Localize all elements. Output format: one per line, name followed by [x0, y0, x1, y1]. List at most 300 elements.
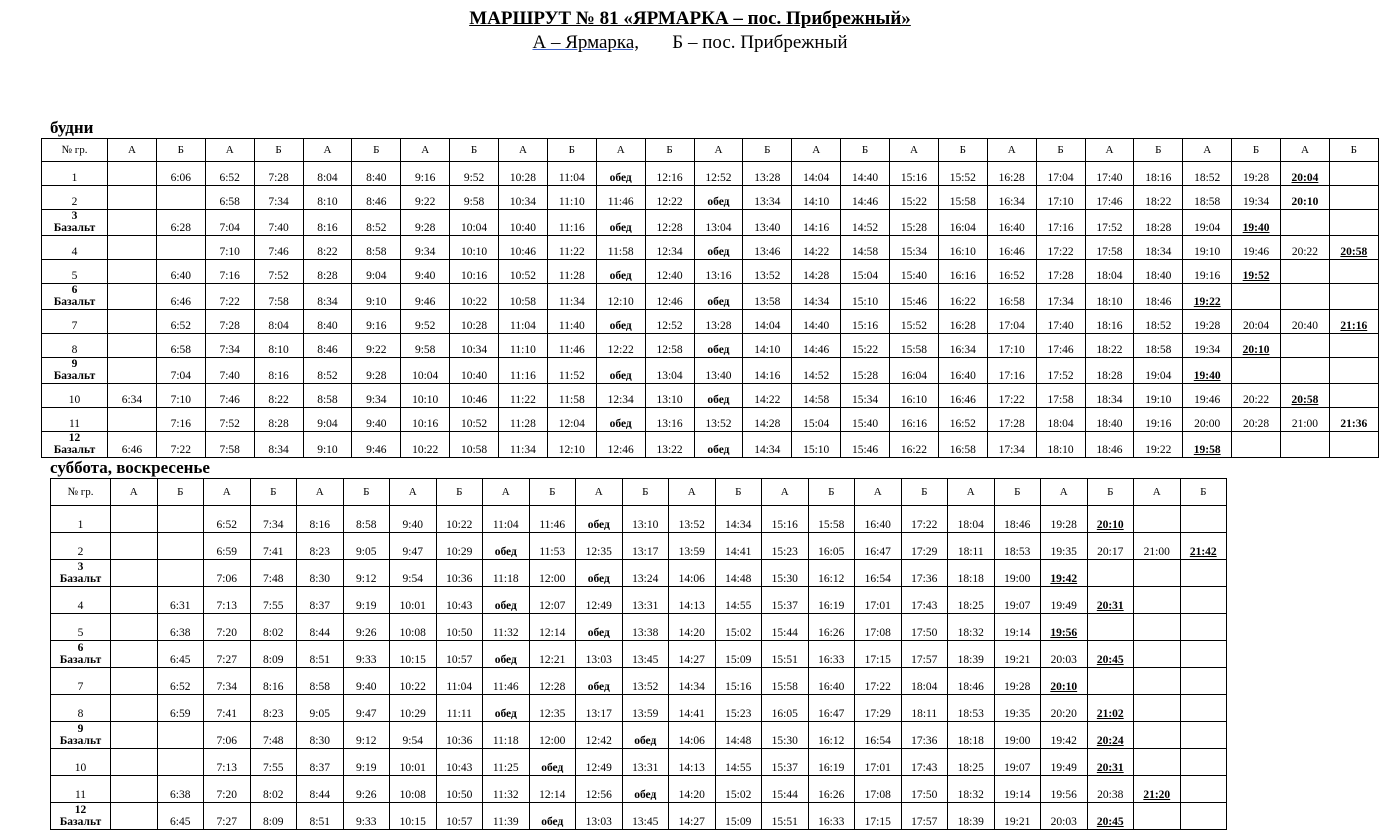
time-cell: 16:26 [808, 614, 855, 641]
time-cell: 9:05 [343, 533, 390, 560]
last-trip-time-cell: 19:42 [1041, 560, 1088, 587]
direction-header: А [204, 479, 251, 506]
time-cell: 17:28 [987, 408, 1036, 432]
time-cell: 12:42 [576, 722, 623, 749]
time-cell: 15:58 [890, 334, 939, 358]
empty-cell [1180, 506, 1227, 533]
time-cell: 14:41 [669, 695, 716, 722]
time-cell: 8:52 [352, 210, 401, 236]
group-depot-label: Базальт [59, 654, 102, 666]
time-cell: 9:34 [352, 384, 401, 408]
time-cell: 7:27 [204, 641, 251, 668]
empty-cell [1134, 803, 1181, 830]
time-cell: 18:40 [1085, 408, 1134, 432]
time-cell: 10:50 [436, 614, 483, 641]
group-number: 5 [71, 270, 78, 282]
time-cell: 9:52 [450, 162, 499, 186]
time-cell: 7:16 [156, 408, 205, 432]
time-cell: 12:52 [645, 310, 694, 334]
empty-cell [108, 186, 157, 210]
direction-header: Б [938, 139, 987, 162]
time-cell: 10:22 [450, 284, 499, 310]
time-cell: 18:04 [1036, 408, 1085, 432]
direction-header: Б [157, 479, 204, 506]
time-cell: 12:10 [596, 284, 645, 310]
time-cell: 13:59 [669, 533, 716, 560]
empty-cell [1134, 668, 1181, 695]
empty-cell [1329, 384, 1378, 408]
direction-header: Б [841, 139, 890, 162]
empty-cell [108, 162, 157, 186]
time-cell: 14:52 [841, 210, 890, 236]
time-cell: 13:24 [622, 560, 669, 587]
group-number-header: № гр. [51, 479, 111, 506]
time-cell: 12:49 [576, 587, 623, 614]
time-cell: 7:40 [205, 358, 254, 384]
empty-cell [1281, 432, 1330, 458]
time-cell: 13:22 [645, 432, 694, 458]
time-cell: 6:58 [205, 186, 254, 210]
time-cell: 12:22 [645, 186, 694, 210]
time-cell: 19:49 [1041, 749, 1088, 776]
lunch-break-cell: обед [596, 358, 645, 384]
empty-cell [1134, 587, 1181, 614]
time-cell: 19:46 [1232, 236, 1281, 260]
time-cell: 13:40 [694, 358, 743, 384]
time-cell: 9:28 [352, 358, 401, 384]
time-cell: 19:28 [994, 668, 1041, 695]
time-cell: 7:04 [156, 358, 205, 384]
last-trip-time-cell: 20:58 [1329, 236, 1378, 260]
time-cell: 7:55 [250, 587, 297, 614]
time-cell: 8:10 [303, 186, 352, 210]
time-cell: 8:16 [303, 210, 352, 236]
empty-cell [1329, 358, 1378, 384]
time-cell: 11:28 [547, 260, 596, 284]
time-cell: 10:28 [499, 162, 548, 186]
time-cell: 17:29 [855, 695, 902, 722]
direction-header: Б [1232, 139, 1281, 162]
time-cell: 11:32 [483, 776, 530, 803]
empty-cell [108, 260, 157, 284]
time-cell: 13:38 [622, 614, 669, 641]
table-row [42, 432, 1379, 458]
empty-cell [1180, 560, 1227, 587]
table-row [51, 614, 1227, 641]
group-number-cell [51, 641, 111, 668]
time-cell: 19:49 [1041, 587, 1088, 614]
time-cell: 11:58 [596, 236, 645, 260]
time-cell: 12:10 [547, 432, 596, 458]
group-number: 7 [71, 320, 78, 332]
time-cell: 18:11 [948, 533, 995, 560]
empty-cell [156, 186, 205, 210]
empty-cell [1329, 186, 1378, 210]
time-cell: 16:22 [938, 284, 987, 310]
time-cell: 18:40 [1134, 260, 1183, 284]
table-row [42, 358, 1379, 384]
empty-cell [1232, 358, 1281, 384]
time-cell: 17:58 [1085, 236, 1134, 260]
time-cell: 15:46 [890, 284, 939, 310]
time-cell: 19:00 [994, 722, 1041, 749]
time-cell: 17:10 [987, 334, 1036, 358]
time-cell: 15:23 [715, 695, 762, 722]
time-cell: 9:40 [343, 668, 390, 695]
time-cell: 14:55 [715, 749, 762, 776]
time-cell: 14:27 [669, 641, 716, 668]
group-number-cell [42, 236, 108, 260]
group-number-cell [51, 695, 111, 722]
time-cell: 11:28 [499, 408, 548, 432]
group-number: 9 [77, 723, 84, 735]
table-row [51, 803, 1227, 830]
empty-cell [1180, 668, 1227, 695]
empty-cell [157, 722, 204, 749]
time-cell: 11:10 [547, 186, 596, 210]
time-cell: 18:04 [1085, 260, 1134, 284]
time-cell: 10:43 [436, 749, 483, 776]
time-cell: 16:04 [938, 210, 987, 236]
time-cell: 8:37 [297, 587, 344, 614]
empty-cell [1329, 260, 1378, 284]
time-cell: 10:43 [436, 587, 483, 614]
direction-header: Б [645, 139, 694, 162]
time-cell: 17:04 [1036, 162, 1085, 186]
direction-header: Б [715, 479, 762, 506]
time-cell: 18:16 [1134, 162, 1183, 186]
time-cell: 10:04 [450, 210, 499, 236]
weekend-schedule-table [50, 478, 1227, 830]
group-number: 3 [71, 210, 78, 222]
time-cell: 10:50 [436, 776, 483, 803]
direction-header: А [987, 139, 1036, 162]
time-cell: 14:13 [669, 749, 716, 776]
time-cell: 17:15 [855, 803, 902, 830]
time-cell: 20:00 [1183, 408, 1232, 432]
time-cell: 16:54 [855, 722, 902, 749]
time-cell: 17:04 [987, 310, 1036, 334]
direction-header: А [483, 479, 530, 506]
last-trip-time-cell: 20:04 [1281, 162, 1330, 186]
time-cell: 8:22 [303, 236, 352, 260]
empty-cell [111, 776, 158, 803]
time-cell: 17:01 [855, 587, 902, 614]
direction-header: Б [994, 479, 1041, 506]
subtitle-stop-b: Б – пос. Прибрежный [672, 32, 848, 53]
time-cell: 8:34 [303, 284, 352, 310]
empty-cell [1180, 722, 1227, 749]
lunch-break-cell: обед [596, 162, 645, 186]
time-cell: 9:40 [390, 506, 437, 533]
time-cell: 17:22 [901, 506, 948, 533]
time-cell: 6:45 [157, 641, 204, 668]
time-cell: 15:02 [715, 614, 762, 641]
time-cell: 19:07 [994, 587, 1041, 614]
time-cell: 14:13 [669, 587, 716, 614]
time-cell: 9:10 [303, 432, 352, 458]
time-cell: 15:30 [762, 722, 809, 749]
time-cell: 7:58 [254, 284, 303, 310]
header-row [51, 479, 1227, 506]
time-cell: 14:20 [669, 614, 716, 641]
time-cell: 15:16 [715, 668, 762, 695]
time-cell: 9:10 [352, 284, 401, 310]
time-cell: 11:46 [547, 334, 596, 358]
time-cell: 14:34 [743, 432, 792, 458]
direction-header: Б [743, 139, 792, 162]
time-cell: 19:34 [1232, 186, 1281, 210]
group-number: 10 [74, 762, 87, 774]
group-number-cell [42, 432, 108, 458]
time-cell: 17:52 [1036, 358, 1085, 384]
weekday-schedule-table [41, 138, 1379, 458]
direction-header: Б [547, 139, 596, 162]
time-cell: 11:22 [547, 236, 596, 260]
time-cell: 18:22 [1085, 334, 1134, 358]
time-cell: 8:44 [297, 776, 344, 803]
time-cell: 16:16 [938, 260, 987, 284]
time-cell: 8:51 [297, 641, 344, 668]
direction-header: Б [156, 139, 205, 162]
time-cell: 17:08 [855, 614, 902, 641]
time-cell: 8:37 [297, 749, 344, 776]
time-cell: 13:03 [576, 803, 623, 830]
group-depot-label: Базальт [59, 573, 102, 585]
time-cell: 12:04 [547, 408, 596, 432]
time-cell: 6:52 [156, 310, 205, 334]
empty-cell [157, 560, 204, 587]
time-cell: 16:47 [855, 533, 902, 560]
direction-header: Б [254, 139, 303, 162]
time-cell: 14:40 [841, 162, 890, 186]
time-cell: 12:35 [529, 695, 576, 722]
empty-cell [108, 334, 157, 358]
table-row [42, 186, 1379, 210]
time-cell: 12:16 [645, 162, 694, 186]
group-depot-label: Базальт [53, 222, 96, 234]
time-cell: 17:43 [901, 587, 948, 614]
time-cell: 13:04 [694, 210, 743, 236]
time-cell: 6:46 [156, 284, 205, 310]
group-number: 3 [77, 561, 84, 573]
time-cell: 14:22 [743, 384, 792, 408]
time-cell: 16:22 [890, 432, 939, 458]
time-cell: 8:16 [254, 358, 303, 384]
time-cell: 9:16 [352, 310, 401, 334]
time-cell: 10:36 [436, 722, 483, 749]
time-cell: 17:40 [1036, 310, 1085, 334]
time-cell: 14:46 [841, 186, 890, 210]
time-cell: 6:52 [157, 668, 204, 695]
time-cell: 10:01 [390, 749, 437, 776]
time-cell: 8:46 [303, 334, 352, 358]
direction-header: А [297, 479, 344, 506]
time-cell: 12:49 [576, 749, 623, 776]
time-cell: 20:38 [1087, 776, 1134, 803]
time-cell: 9:40 [401, 260, 450, 284]
time-cell: 11:18 [483, 560, 530, 587]
time-cell: 18:34 [1085, 384, 1134, 408]
time-cell: 19:28 [1232, 162, 1281, 186]
time-cell: 8:28 [254, 408, 303, 432]
time-cell: 14:58 [792, 384, 841, 408]
time-cell: 9:40 [352, 408, 401, 432]
time-cell: 18:39 [948, 803, 995, 830]
time-cell: 20:03 [1041, 641, 1088, 668]
time-cell: 18:52 [1134, 310, 1183, 334]
lunch-break-cell: обед [596, 310, 645, 334]
last-trip-time-cell: 19:56 [1041, 614, 1088, 641]
time-cell: 19:10 [1134, 384, 1183, 408]
time-cell: 20:22 [1232, 384, 1281, 408]
time-cell: 10:15 [390, 641, 437, 668]
time-cell: 15:30 [762, 560, 809, 587]
time-cell: 18:28 [1085, 358, 1134, 384]
time-cell: 17:16 [1036, 210, 1085, 236]
group-number-cell [42, 162, 108, 186]
time-cell: 19:35 [994, 695, 1041, 722]
time-cell: 15:04 [841, 260, 890, 284]
time-cell: 15:16 [841, 310, 890, 334]
time-cell: 9:26 [343, 776, 390, 803]
time-cell: 10:52 [450, 408, 499, 432]
lunch-break-cell: обед [576, 668, 623, 695]
time-cell: 10:22 [390, 668, 437, 695]
empty-cell [111, 560, 158, 587]
lunch-break-cell: обед [694, 384, 743, 408]
time-cell: 8:58 [303, 384, 352, 408]
time-cell: 17:50 [901, 614, 948, 641]
time-cell: 14:16 [743, 358, 792, 384]
time-cell: 7:52 [205, 408, 254, 432]
time-cell: 6:31 [157, 587, 204, 614]
time-cell: 10:58 [499, 284, 548, 310]
time-cell: 7:41 [250, 533, 297, 560]
empty-cell [1134, 695, 1181, 722]
time-cell: 16:19 [808, 587, 855, 614]
time-cell: 16:58 [987, 284, 1036, 310]
time-cell: 15:52 [890, 310, 939, 334]
time-cell: 12:46 [596, 432, 645, 458]
time-cell: 11:46 [483, 668, 530, 695]
time-cell: 19:00 [994, 560, 1041, 587]
direction-header: А [1041, 479, 1088, 506]
table-row [42, 334, 1379, 358]
group-number: 1 [71, 172, 78, 184]
time-cell: 6:06 [156, 162, 205, 186]
time-cell: 12:56 [576, 776, 623, 803]
time-cell: 6:34 [108, 384, 157, 408]
time-cell: 7:46 [205, 384, 254, 408]
time-cell: 14:27 [669, 803, 716, 830]
group-number-cell [51, 749, 111, 776]
empty-cell [1281, 334, 1330, 358]
time-cell: 10:08 [390, 614, 437, 641]
time-cell: 7:28 [205, 310, 254, 334]
time-cell: 8:16 [250, 668, 297, 695]
time-cell: 8:09 [250, 803, 297, 830]
time-cell: 19:21 [994, 803, 1041, 830]
direction-header: А [576, 479, 623, 506]
time-cell: 10:40 [450, 358, 499, 384]
time-cell: 6:58 [156, 334, 205, 358]
time-cell: 17:46 [1085, 186, 1134, 210]
time-cell: 7:40 [254, 210, 303, 236]
time-cell: 19:10 [1183, 236, 1232, 260]
time-cell: 9:54 [390, 722, 437, 749]
direction-header: Б [529, 479, 576, 506]
direction-header: А [1281, 139, 1330, 162]
empty-cell [1087, 668, 1134, 695]
time-cell: 7:28 [254, 162, 303, 186]
time-cell: 17:22 [987, 384, 1036, 408]
time-cell: 8:51 [297, 803, 344, 830]
time-cell: 7:04 [205, 210, 254, 236]
time-cell: 12:14 [529, 614, 576, 641]
time-cell: 17:57 [901, 641, 948, 668]
time-cell: 19:22 [1134, 432, 1183, 458]
time-cell: 18:18 [948, 722, 995, 749]
time-cell: 11:10 [499, 334, 548, 358]
time-cell: 16:54 [855, 560, 902, 587]
time-cell: 18:04 [948, 506, 995, 533]
time-cell: 9:04 [303, 408, 352, 432]
time-cell: 10:01 [390, 587, 437, 614]
time-cell: 12:00 [529, 560, 576, 587]
time-cell: 8:46 [352, 186, 401, 210]
time-cell: 17:29 [901, 533, 948, 560]
page-title: МАРШРУТ № 81 «ЯРМАРКА – пос. Прибрежный» [469, 8, 911, 29]
group-number-cell [42, 334, 108, 358]
table-row [42, 310, 1379, 334]
group-number: 8 [71, 344, 78, 356]
group-number-cell [51, 776, 111, 803]
time-cell: 7:20 [204, 614, 251, 641]
time-cell: 7:06 [204, 560, 251, 587]
time-cell: 10:29 [436, 533, 483, 560]
time-cell: 11:04 [499, 310, 548, 334]
empty-cell [111, 803, 158, 830]
empty-cell [1180, 587, 1227, 614]
time-cell: 8:09 [250, 641, 297, 668]
time-cell: 21:36 [1329, 408, 1378, 432]
time-cell: 14:58 [841, 236, 890, 260]
direction-header: Б [1036, 139, 1085, 162]
page-subtitle [0, 32, 1380, 54]
time-cell: 14:22 [792, 236, 841, 260]
group-number: 6 [71, 284, 78, 296]
time-cell: 13:16 [694, 260, 743, 284]
empty-cell [1180, 641, 1227, 668]
time-cell: 10:46 [450, 384, 499, 408]
time-cell: 21:00 [1134, 533, 1181, 560]
time-cell: 12:00 [529, 722, 576, 749]
direction-header: Б [450, 139, 499, 162]
time-cell: 11:39 [483, 803, 530, 830]
time-cell: 14:41 [715, 533, 762, 560]
time-cell: 9:46 [352, 432, 401, 458]
time-cell: 13:31 [622, 749, 669, 776]
time-cell: 16:10 [890, 384, 939, 408]
lunch-break-cell: обед [622, 722, 669, 749]
empty-cell [111, 641, 158, 668]
time-cell: 11:46 [529, 506, 576, 533]
time-cell: 11:16 [499, 358, 548, 384]
time-cell: 8:23 [297, 533, 344, 560]
direction-header: А [669, 479, 716, 506]
time-cell: 19:35 [1041, 533, 1088, 560]
